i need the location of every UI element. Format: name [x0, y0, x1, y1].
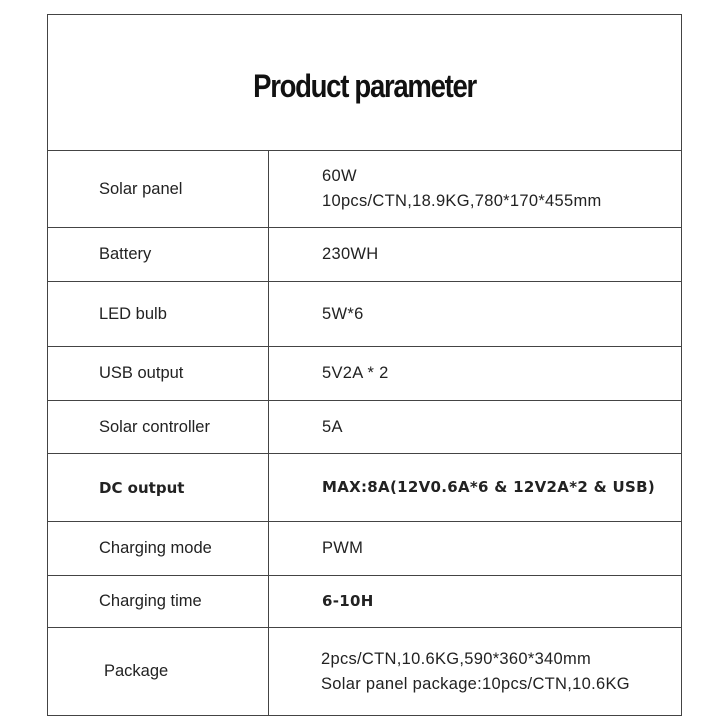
table-row-dc-output	[48, 454, 681, 522]
table-row-solar-controller	[48, 401, 681, 454]
parameter-table	[47, 14, 682, 716]
row-label: LED bulb	[48, 282, 269, 346]
table-row-charging-time	[48, 576, 681, 628]
row-label: USB output	[48, 347, 269, 400]
value-line: 5A	[322, 417, 343, 436]
value-line: 5V2A * 2	[322, 364, 389, 382]
row-label: Solar panel	[48, 151, 269, 227]
value-line: 5W*6	[322, 304, 364, 323]
table-row-package	[48, 628, 681, 715]
value-line: 2pcs/CTN,10.6KG,590*360*340mm	[321, 649, 592, 668]
table-row-solar-panel	[48, 151, 681, 228]
row-value	[269, 522, 681, 575]
value-line: MAX:8A(12V0.6A*6 & 12V2A*2 & USB)	[322, 478, 655, 496]
row-value	[269, 228, 681, 281]
row-value	[269, 151, 681, 227]
row-value	[269, 576, 681, 627]
row-value	[269, 401, 681, 453]
table-row-battery	[48, 228, 681, 282]
row-label: Charging mode	[48, 522, 269, 575]
page-title: Product parameter	[253, 68, 476, 104]
row-label: Solar controller	[48, 401, 269, 453]
row-value	[269, 628, 681, 715]
row-label: DC output	[48, 454, 269, 521]
value-line: PWM	[322, 539, 364, 557]
row-value	[269, 454, 681, 521]
value-line: 10pcs/CTN,18.9KG,780*170*455mm	[322, 192, 602, 210]
value-line: Solar panel package:10pcs/CTN,10.6KG	[321, 674, 630, 693]
table-row-usb-output	[48, 347, 681, 401]
table-row-led-bulb	[48, 282, 681, 347]
row-label: Battery	[48, 228, 269, 281]
title-header	[48, 15, 681, 151]
row-label: Charging time	[48, 576, 269, 627]
row-value	[269, 347, 681, 400]
table-row-charging-mode	[48, 522, 681, 576]
value-line: 6-10H	[322, 592, 374, 610]
value-line: 230WH	[322, 245, 379, 263]
row-value	[269, 282, 681, 346]
row-label: Package	[48, 628, 269, 715]
value-line: 60W	[322, 167, 357, 185]
